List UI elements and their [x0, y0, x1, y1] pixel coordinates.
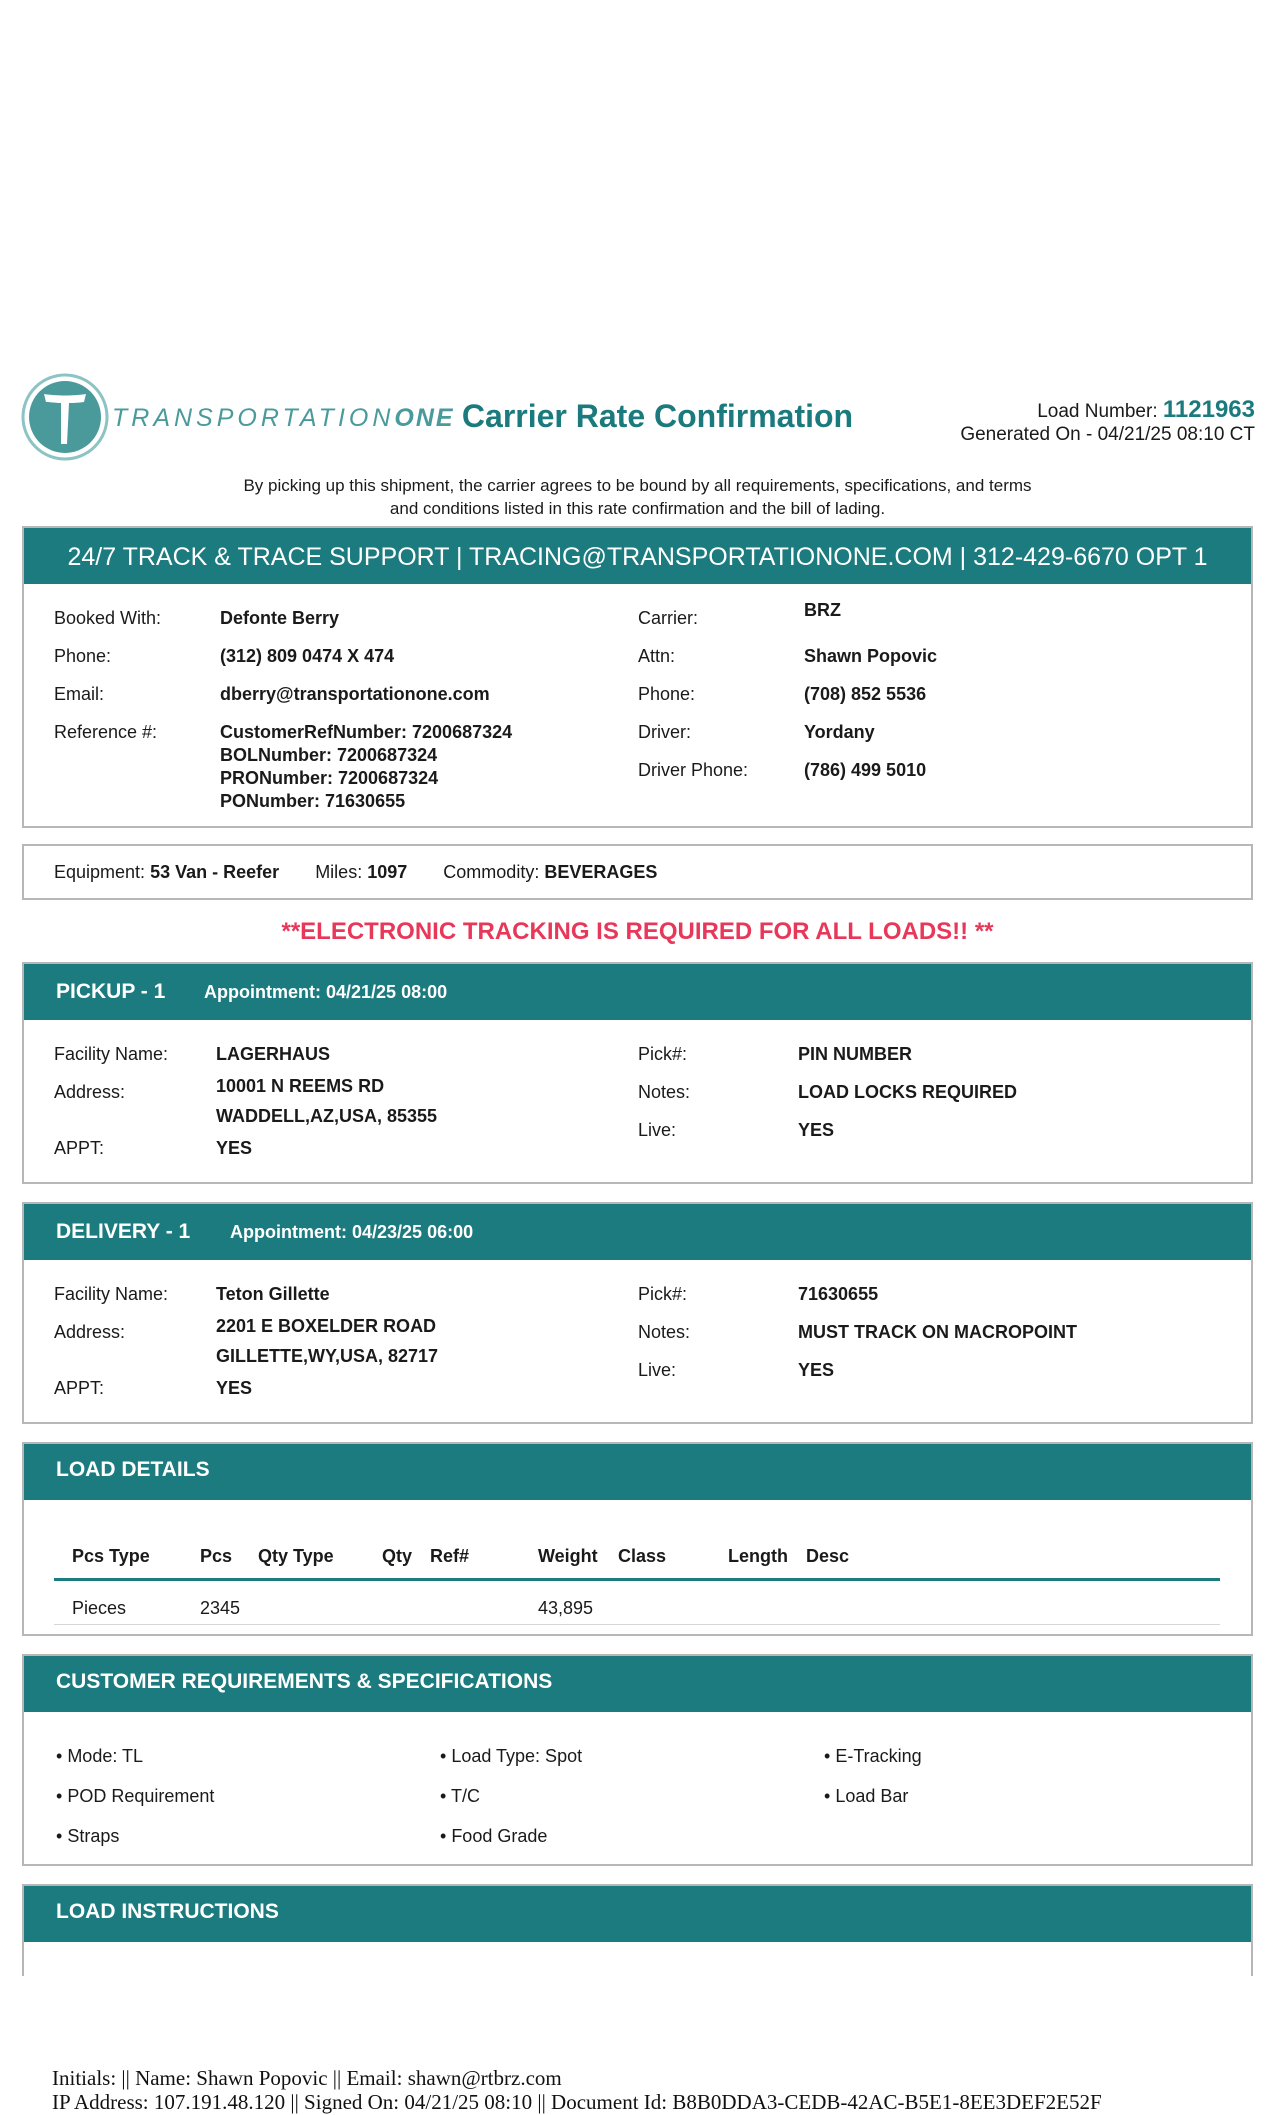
cell-pcs: 2345 [200, 1598, 241, 1618]
table-row-rule [54, 1624, 1220, 1625]
reference-customer: CustomerRefNumber: 7200687324 [220, 722, 513, 742]
instructions-title: LOAD INSTRUCTIONS [56, 1900, 279, 1923]
load-number-label: Load Number: [1037, 401, 1158, 422]
equipment-label: Equipment: [54, 862, 146, 882]
pickup-notes-value: LOAD LOCKS REQUIRED [798, 1082, 1018, 1102]
pickup-section [22, 962, 1253, 1184]
driver-phone-value: (786) 499 5010 [804, 760, 927, 780]
commodity-label: Commodity: [443, 862, 540, 882]
delivery-appt-flag-value: YES [216, 1378, 253, 1398]
pickup-title: PICKUP - 1 [56, 980, 166, 1003]
load-info [960, 396, 1255, 446]
equipment-line [54, 862, 657, 883]
delivery-facility-value: Teton Gillette [216, 1284, 330, 1304]
wordmark-bold: ONE [394, 404, 455, 432]
delivery-pick-label: Pick#: [638, 1284, 688, 1304]
pickup-appt-flag-label: APPT: [54, 1138, 105, 1158]
delivery-live-value: YES [798, 1360, 835, 1380]
carrier-phone-label: Phone: [638, 684, 696, 704]
requirement-item: • Mode: TL [56, 1746, 144, 1766]
col-pcs-type: Pcs Type [72, 1546, 150, 1566]
pickup-header [24, 964, 1251, 1020]
carrier-label: Carrier: [638, 608, 699, 628]
booking-phone-label: Phone: [54, 646, 112, 666]
booked-with-label: Booked With: [54, 608, 162, 628]
pickup-appt-flag-value: YES [216, 1138, 253, 1158]
attn-value: Shawn Popovic [804, 646, 938, 666]
reference-pro: PRONumber: 7200687324 [220, 768, 439, 788]
pickup-facility-label: Facility Name: [54, 1044, 169, 1064]
requirement-item: • E-Tracking [824, 1746, 922, 1766]
delivery-section [22, 1202, 1253, 1424]
requirement-item: • Load Type: Spot [440, 1746, 583, 1766]
pickup-address-label: Address: [54, 1082, 126, 1102]
booked-with-value: Defonte Berry [220, 608, 340, 628]
load-details-section [22, 1442, 1253, 1636]
reference-po: PONumber: 71630655 [220, 791, 406, 811]
terms-line-1: By picking up this shipment, the carrier agrees to be bound by all requirements, specifications, and terms [243, 476, 1032, 495]
col-class: Class [618, 1546, 667, 1566]
page-title: Carrier Rate Confirmation [461, 398, 854, 434]
cell-pcs-type: Pieces [72, 1598, 127, 1618]
pickup-address-line-2: WADDELL,AZ,USA, 85355 [216, 1106, 438, 1126]
col-weight: Weight [538, 1546, 598, 1566]
signature-line-2: IP Address: 107.191.48.120 || Signed On: 04/21/25 08:10 || Document Id: B8B0DDA3-CEDB-42AC-B5E1-8EE3DEF2E52F [52, 2090, 1102, 2114]
pickup-notes-label: Notes: [638, 1082, 691, 1102]
driver-value: Yordany [804, 722, 875, 742]
pickup-pick-label: Pick#: [638, 1044, 688, 1064]
table-row [54, 1582, 1220, 1622]
col-ref: Ref# [430, 1546, 470, 1566]
delivery-appt-value: 04/23/25 06:00 [352, 1222, 474, 1242]
carrier-phone-value: (708) 852 5536 [804, 684, 927, 704]
requirements-title: CUSTOMER REQUIREMENTS & SPECIFICATIONS [56, 1670, 553, 1693]
load-details-header [24, 1444, 1251, 1500]
delivery-facility-label: Facility Name: [54, 1284, 169, 1304]
requirement-item: • T/C [440, 1786, 480, 1806]
col-qty: Qty [382, 1546, 413, 1566]
booking-phone-value: (312) 809 0474 X 474 [220, 646, 395, 666]
delivery-title: DELIVERY - 1 [56, 1220, 191, 1243]
booking-email-value: dberry@transportationone.com [220, 684, 490, 704]
signature-line-1: Initials: || Name: Shawn Popovic || Email: shawn@rtbrz.com [52, 2066, 562, 2090]
delivery-appointment [230, 1222, 473, 1243]
driver-label: Driver: [638, 722, 691, 742]
pickup-appointment [204, 982, 447, 1003]
pickup-address-line-1: 10001 N REEMS RD [216, 1076, 385, 1096]
delivery-header [24, 1204, 1251, 1260]
equipment-value: 53 Van - Reefer [150, 862, 280, 882]
pickup-appt-label: Appointment: [204, 982, 321, 1002]
delivery-address-line-2: GILLETTE,WY,USA, 82717 [216, 1346, 439, 1366]
wordmark-light: TRANSPORTATION [112, 404, 395, 432]
delivery-address-label: Address: [54, 1322, 126, 1342]
reference-label: Reference #: [54, 722, 158, 742]
attn-label: Attn: [638, 646, 676, 666]
carrier-value: BRZ [804, 600, 841, 620]
pickup-appt-value: 04/21/25 08:00 [326, 982, 448, 1002]
pickup-live-label: Live: [638, 1120, 677, 1140]
delivery-notes-value: MUST TRACK ON MACROPOINT [798, 1322, 1077, 1342]
delivery-pick-value: 71630655 [798, 1284, 879, 1304]
cell-weight: 43,895 [538, 1598, 594, 1618]
miles-label: Miles: [315, 862, 363, 882]
delivery-appt-flag-label: APPT: [54, 1378, 105, 1398]
driver-phone-label: Driver Phone: [638, 760, 749, 780]
requirement-item: • Straps [56, 1826, 120, 1846]
load-details-title: LOAD DETAILS [56, 1458, 210, 1481]
booking-box [22, 584, 1253, 828]
instructions-header [24, 1886, 1251, 1942]
instructions-section [22, 1884, 1253, 1976]
requirement-item: • Food Grade [440, 1826, 548, 1846]
tracking-warning: **ELECTRONIC TRACKING IS REQUIRED FOR ALL LOADS!! ** [281, 918, 994, 945]
requirement-item: • Load Bar [824, 1786, 909, 1806]
table-header-rule [54, 1578, 1220, 1581]
requirements-header [24, 1656, 1251, 1712]
generated-on: Generated On - 04/21/25 08:10 CT [960, 424, 1255, 445]
equipment-box [22, 844, 1253, 900]
load-number: 1121963 [1162, 396, 1255, 423]
delivery-notes-label: Notes: [638, 1322, 691, 1342]
col-pcs: Pcs [200, 1546, 233, 1566]
pickup-pick-value: PIN NUMBER [798, 1044, 913, 1064]
commodity-value: BEVERAGES [544, 862, 658, 882]
requirement-item: • POD Requirement [56, 1786, 215, 1806]
delivery-appt-label: Appointment: [230, 1222, 347, 1242]
booking-email-label: Email: [54, 684, 105, 704]
terms-line-2: and conditions listed in this rate confirmation and the bill of lading. [389, 499, 886, 518]
requirements-section [22, 1654, 1253, 1866]
col-length: Length [728, 1546, 788, 1566]
reference-list [220, 721, 512, 813]
col-desc: Desc [806, 1546, 850, 1566]
reference-bol: BOLNumber: 7200687324 [220, 745, 438, 765]
col-qty-type: Qty Type [258, 1546, 334, 1566]
delivery-live-label: Live: [638, 1360, 677, 1380]
miles-value: 1097 [367, 862, 408, 882]
support-bar: 24/7 TRACK & TRACE SUPPORT | TRACING@TRANSPORTATIONONE.COM | 312-429-6670 OPT 1 [22, 526, 1253, 584]
terms-intro [0, 474, 1275, 520]
pickup-live-value: YES [798, 1120, 835, 1140]
pickup-facility-value: LAGERHAUS [216, 1044, 331, 1064]
delivery-address-line-1: 2201 E BOXELDER ROAD [216, 1316, 437, 1336]
